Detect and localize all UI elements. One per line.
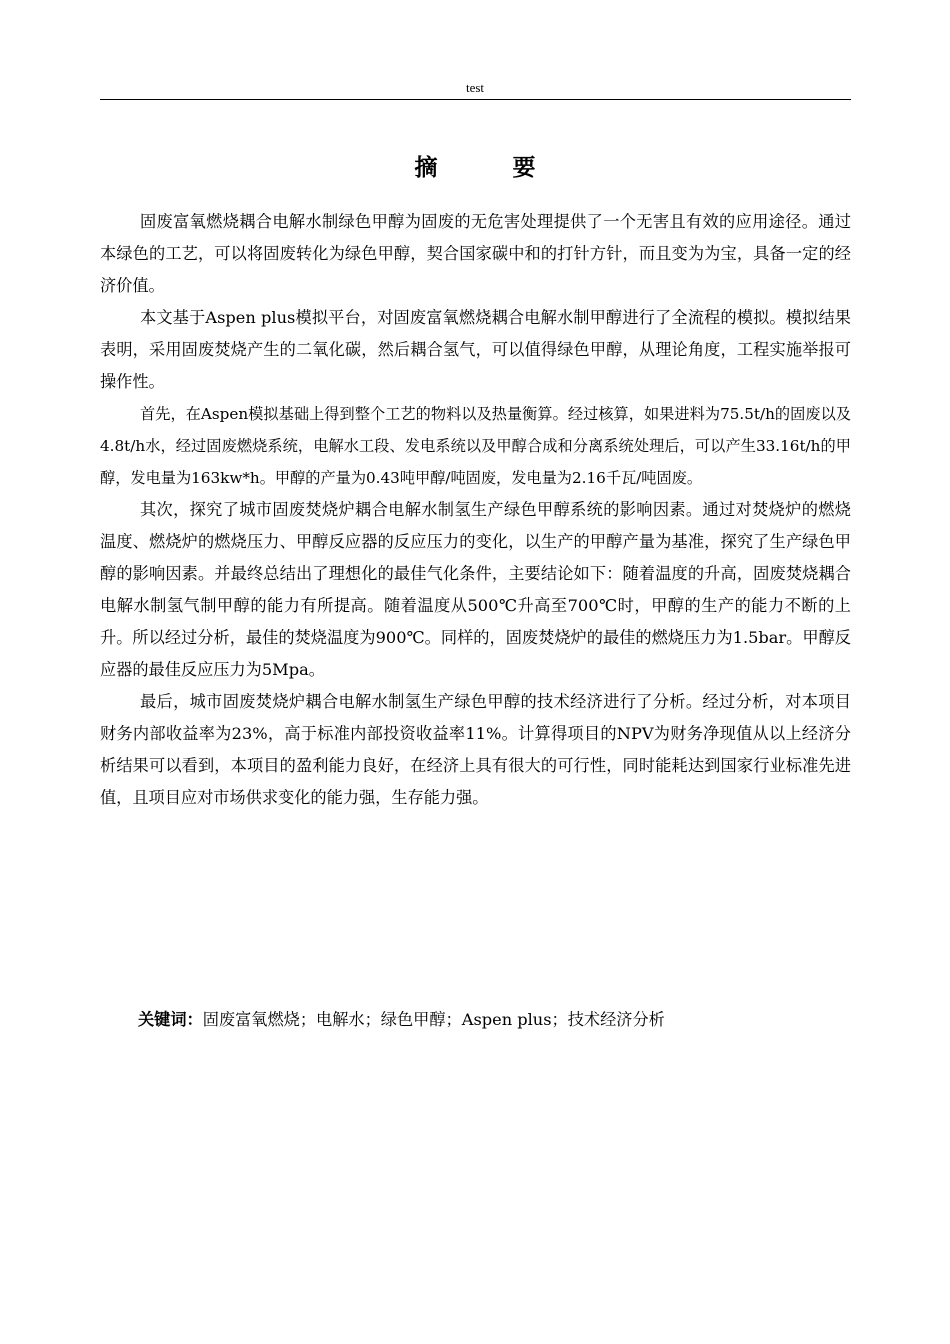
- abstract-paragraph-4: 其次，探究了城市固废焚烧炉耦合电解水制氢生产绿色甲醇系统的影响因素。通过对焚烧炉的燃烧温度、燃烧炉的燃烧压力、甲醇反应器的反应压力的变化，以生产的甲醇产量为基准，探究了生产绿色甲醇的影响因素。并最终总结出了理想化的最佳气化条件，主要结论如下：随着温度的升高，固废焚烧耦合电解水制氢气制甲醇的能力有所提高。随着温度从500℃升高至700℃时，甲醇的生产的能力不断的上升。所以经过分析，最佳的焚烧温度为900℃。同样的，固废焚烧炉的最佳的燃烧压力为1.5bar。甲醇反应器的最佳反应压力为5Mpa。: [100, 500, 851, 679]
- abstract-paragraph-3: 首先，在Aspen模拟基础上得到整个工艺的物料以及热量衡算。经过核算，如果进料为75.5t/h的固废以及4.8t/h水，经过固废燃烧系统，电解水工段、发电系统以及甲醇合成和分离系统处理后，可以产生33.16t/h的甲醇，发电量为163kw*h。甲醇的产量为0.43吨甲醇/吨固废，发电量为2.16千瓦/吨固废。: [100, 405, 851, 487]
- abstract-body: [100, 206, 851, 814]
- page-title: 摘 要: [414, 155, 562, 181]
- abstract-paragraph-2: 本文基于Aspen plus模拟平台，对固废富氧燃烧耦合电解水制甲醇进行了全流程的模拟。模拟结果表明，采用固废焚烧产生的二氧化碳，然后耦合氢气，可以值得绿色甲醇，从理论角度，工程实施举报可操作性。: [100, 308, 851, 391]
- abstract-paragraph-5: 最后，城市固废焚烧炉耦合电解水制氢生产绿色甲醇的技术经济进行了分析。经过分析，对本项目财务内部收益率为23%，高于标准内部投资收益率11%。计算得项目的NPV为财务净现值从以上经济分析结果可以看到，本项目的盈利能力良好，在经济上具有很大的可行性，同时能耗达到国家行业标准先进值，且项目应对市场供求变化的能力强，生存能力强。: [100, 692, 851, 807]
- header-rule: [100, 99, 851, 100]
- abstract-paragraph-1: 固废富氧燃烧耦合电解水制绿色甲醇为固废的无危害处理提供了一个无害且有效的应用途径。通过本绿色的工艺，可以将固废转化为绿色甲醇，契合国家碳中和的打针方针，而且变为为宝，具备一定的经济价值。: [100, 212, 851, 295]
- keywords-label: 关键词：: [138, 1010, 203, 1029]
- keywords-line: [138, 1004, 665, 1036]
- running-header: test: [465, 80, 485, 95]
- keywords-text: 固废富氧燃烧；电解水；绿色甲醇；Aspen plus；技术经济分析: [202, 1010, 665, 1029]
